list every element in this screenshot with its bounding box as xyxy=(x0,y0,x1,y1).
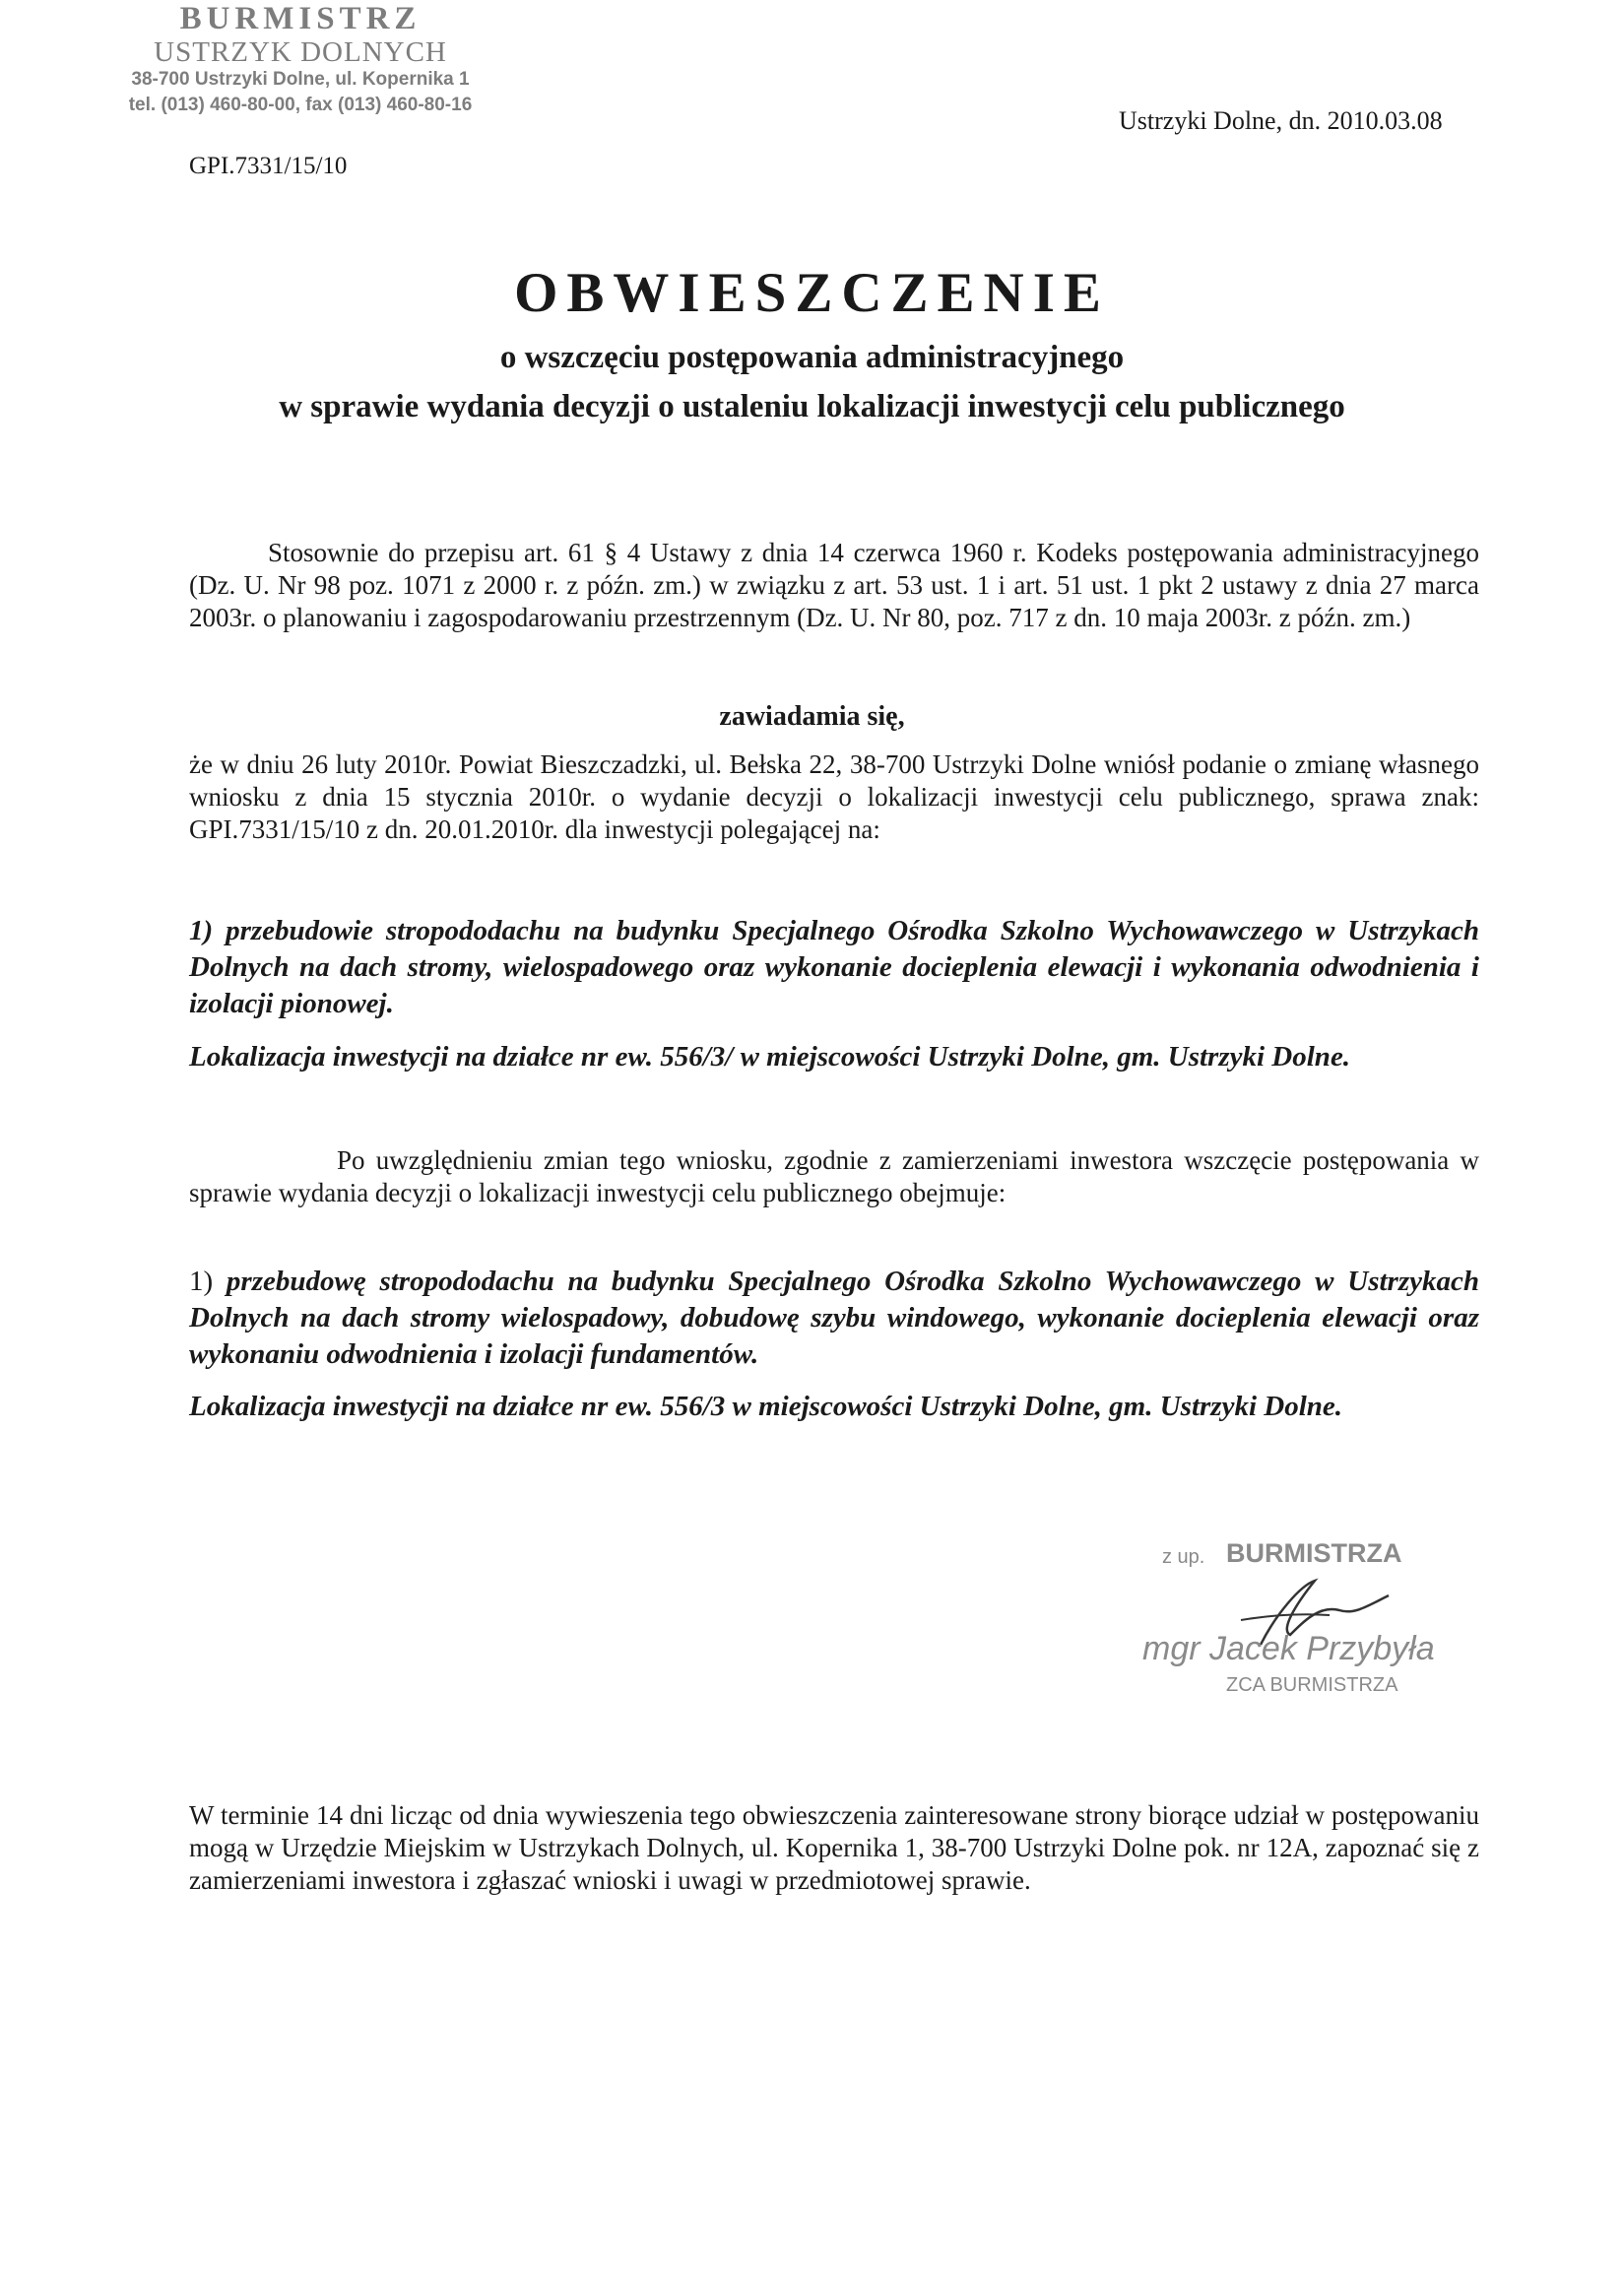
location-original: Lokalizacja inwestycji na działce nr ew. 556/3/ w miejscowości Ustrzyki Dolne, gm. Ustrzyki Dolne. xyxy=(189,1041,1351,1073)
subtitle-line-1: o wszczęciu postępowania administracyjnego xyxy=(499,340,1125,375)
document-title: OBWIESZCZENIE xyxy=(514,262,1110,324)
place-date: Ustrzyki Dolne, dn. 2010.03.08 xyxy=(1119,106,1443,135)
stamp-line-2: USTRZYK DOLNYCH xyxy=(154,36,447,68)
location-amended: Lokalizacja inwestycji na działce nr ew. 556/3 w miejscowości Ustrzyki Dolne, gm. Ustrzyki Dolne. xyxy=(189,1391,1343,1422)
amendment-paragraph: Po uwzględnieniu zmian tego wniosku, zgodnie z zamierzeniami inwestora wszczęcie postępowania w sprawie wydania decyzji o lokalizacji inwestycji celu publicznego obejmuje: xyxy=(189,1145,1479,1207)
signatory-name: mgr Jacek Przybyła xyxy=(1142,1630,1435,1667)
signatory-role: ZCA BURMISTRZA xyxy=(1226,1674,1398,1696)
signature-office: BURMISTRZA xyxy=(1226,1538,1402,1568)
office-stamp xyxy=(103,0,497,118)
notice-heading: zawiadamia się, xyxy=(719,701,905,732)
subtitle-line-2: w sprawie wydania decyzji o ustaleniu lokalizacji inwestycji celu publicznego xyxy=(279,389,1345,424)
application-paragraph: że w dniu 26 luty 2010r. Powiat Bieszczadzki, ul. Bełska 22, 38-700 Ustrzyki Dolne wniósł podanie o zmianę własnego wniosku z dnia 15 stycznia 2010r. o wydanie decyzji o lokalizacji inwestycji celu publicznego, sprawa znak: GPI.7331/15/10 z dn. 20.01.2010r. dla inwestycji polegającej na: xyxy=(189,749,1479,844)
signature-prefix: z up. xyxy=(1162,1546,1205,1568)
stamp-line-1: BURMISTRZ xyxy=(179,1,422,36)
item-text: przebudowę stropododachu na budynku Specjalnego Ośrodka Szkolno Wychowawczego w Ustrzykach Dolnych na dach stromy wielospadowy, dobudowę szybu windowego, wykonanie docieplenia elewacji oraz wykonaniu odwodnienia i izolacji fundamentów. xyxy=(189,1266,1479,1370)
item-number: 1) xyxy=(189,1266,214,1297)
deadline-paragraph: W terminie 14 dni licząc od dnia wywieszenia tego obwieszczenia zainteresowane strony biorące udział w postępowaniu mogą w Urzędzie Miejskim w Ustrzykach Dolnych, ul. Kopernika 1, 38-700 Ustrzyki Dolne pok. nr 12A, zapoznać się z zamierzeniami inwestora i zgłaszać wnioski i uwagi w przedmiotowej sprawie. xyxy=(189,1800,1479,1895)
stamp-line-3: 38-700 Ustrzyki Dolne, ul. Kopernika 1 xyxy=(131,69,470,90)
signature-block xyxy=(1083,1536,1477,1696)
reference-number: GPI.7331/15/10 xyxy=(189,153,348,179)
stamp-line-4: tel. (013) 460-80-00, fax (013) 460-80-16 xyxy=(128,95,473,115)
legal-basis-paragraph: Stosownie do przepisu art. 61 § 4 Ustawy z dnia 14 czerwca 1960 r. Kodeks postępowania administracyjnego (Dz. U. Nr 98 poz. 1071 z 2000 r. z późn. zm.) w związku z art. 53 ust. 1 i art. 51 ust. 1 pkt 2 ustawy z dnia 27 marca 2003r. o planowaniu i zagospodarowaniu przestrzennym (Dz. U. Nr 80, poz. 717 z dn. 10 maja 2003r. z późn. zm.) xyxy=(189,538,1479,632)
investment-item-amended xyxy=(189,1264,1479,1373)
investment-item-original: 1) przebudowie stropododachu na budynku Specjalnego Ośrodka Szkolno Wychowawczego w Ustrzykach Dolnych na dach stromy, wielospadowego oraz wykonanie docieplenia elewacji i wykonania odwodnienia i izolacji pionowej. xyxy=(189,915,1479,1019)
